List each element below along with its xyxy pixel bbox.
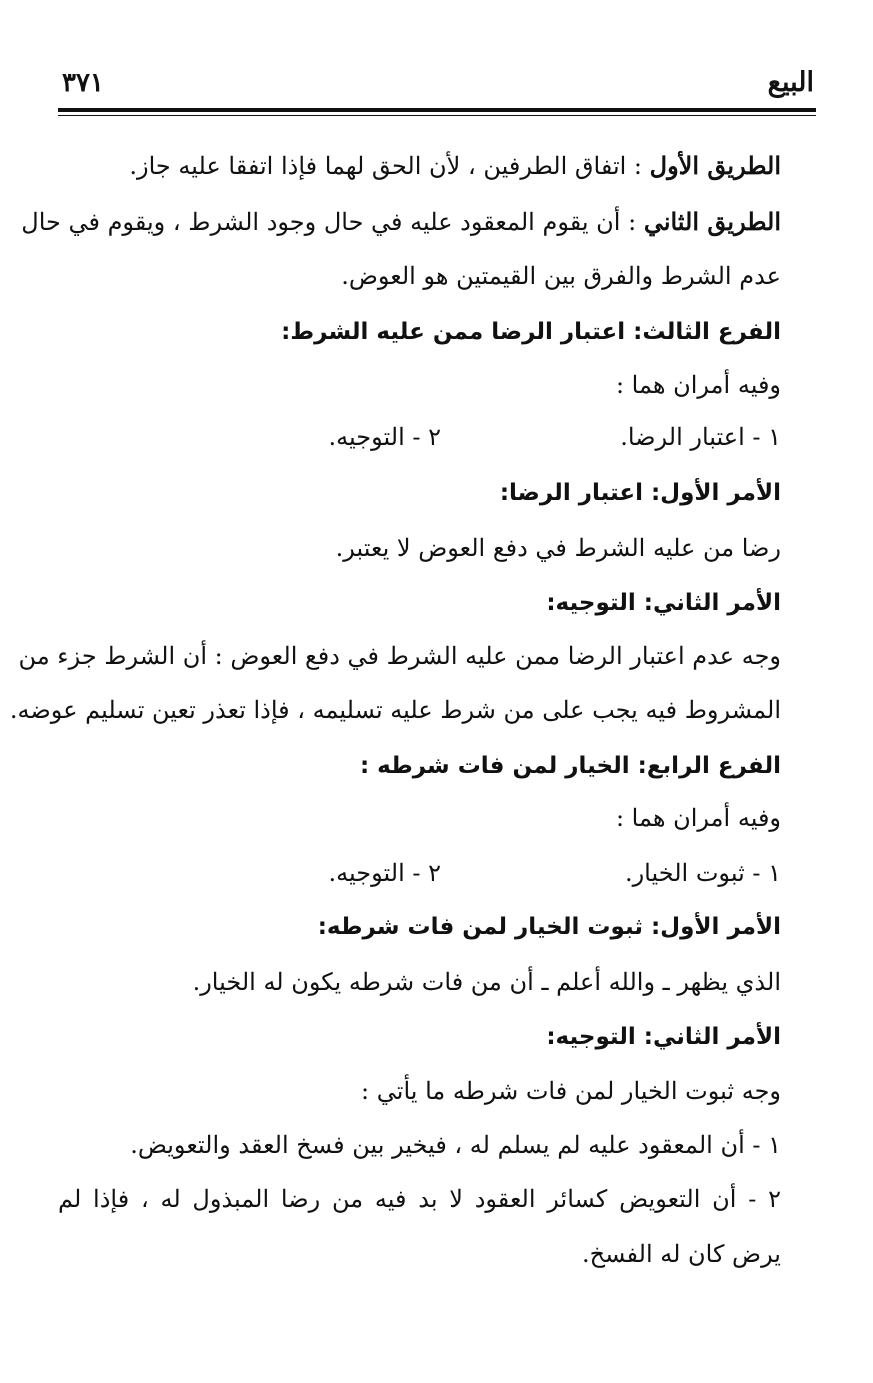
list-item: ٢ - التوجيه.	[328, 859, 441, 887]
list-item: ٢ - التوجيه.	[328, 423, 441, 451]
text-line: رضا من عليه الشرط في دفع العوض لا يعتبر.	[335, 534, 781, 562]
text-line: الذي يظهر ـ والله أعلم ـ أن من فات شرطه يكون له الخيار.	[192, 968, 781, 996]
list-item: ١ - اعتبار الرضا.	[620, 423, 781, 451]
page-header	[62, 66, 814, 104]
subsection-heading: الأمر الأول: اعتبار الرضا:	[499, 480, 781, 506]
section-heading: الفرع الرابع: الخيار لمن فات شرطه :	[359, 753, 781, 779]
text-line	[129, 149, 781, 183]
text-line: عدم الشرط والفرق بين القيمتين هو العوض.	[341, 262, 781, 290]
subsection-heading: الأمر الثاني: التوجيه:	[546, 590, 781, 616]
subsection-heading: الأمر الأول: ثبوت الخيار لمن فات شرطه:	[317, 914, 781, 940]
line-text: : أن يقوم المعقود عليه في حال وجود الشرط ، ويقوم في حال	[21, 208, 637, 236]
text-line: وفيه أمران هما :	[615, 371, 781, 399]
text-line: المشروط فيه يجب على من شرط عليه تسليمه ، فإذا تعذر تعين تسليم عوضه.	[9, 696, 781, 724]
list-item: ٢ - أن التعويض كسائر العقود لا بد فيه من رضا المبذول له ، فإذا لم	[58, 1185, 781, 1213]
text-line: وجه ثبوت الخيار لمن فات شرطه ما يأتي :	[361, 1077, 781, 1105]
text-line: يرض كان له الفسخ.	[581, 1240, 781, 1268]
list-item: ١ - ثبوت الخيار.	[624, 859, 781, 887]
page-number: ٣٧١	[62, 68, 104, 98]
text-line	[21, 205, 781, 239]
header-rule-thick	[58, 108, 816, 112]
running-title: البيع	[767, 67, 814, 98]
line-text: : اتفاق الطرفين ، لأن الحق لهما فإذا اتفقا عليه جاز.	[129, 152, 643, 180]
list-item: ١ - أن المعقود عليه لم يسلم له ، فيخير بين فسخ العقد والتعويض.	[130, 1131, 781, 1159]
text-line: وجه عدم اعتبار الرضا ممن عليه الشرط في دفع العوض : أن الشرط جزء من	[18, 642, 781, 670]
header-rule-thin	[58, 115, 816, 116]
section-heading: الفرع الثالث: اعتبار الرضا ممن عليه الشرط:	[281, 319, 781, 345]
bold-lead: الطريق الأول	[649, 151, 781, 180]
text-line: وفيه أمران هما :	[615, 804, 781, 832]
bold-lead: الطريق الثاني	[643, 207, 781, 236]
subsection-heading: الأمر الثاني: التوجيه:	[546, 1024, 781, 1050]
